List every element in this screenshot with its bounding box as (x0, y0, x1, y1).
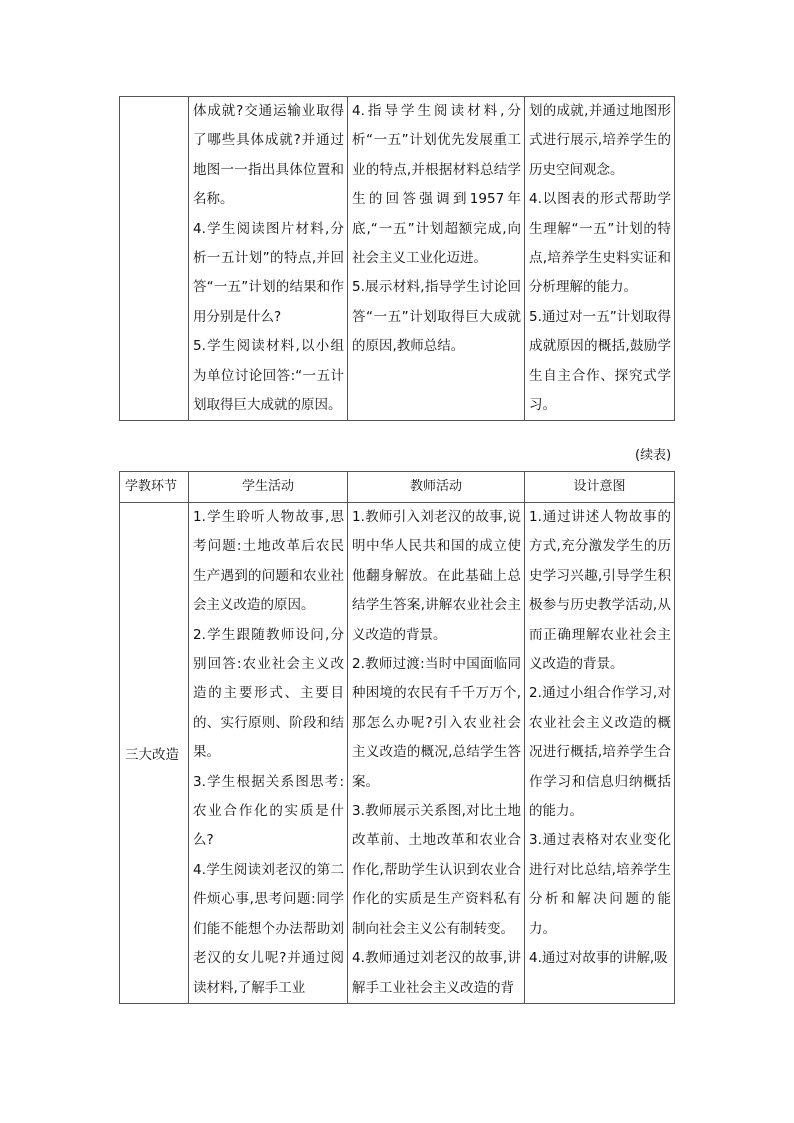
header-row (120, 472, 675, 503)
table-row (120, 503, 675, 1004)
lesson-table-bottom (119, 471, 675, 1004)
lesson-table-top (119, 96, 675, 421)
design-intent-cell: 划的成就,并通过地图形式进行展示,培养学生的历史空间观念。 4.以图表的形式帮助学生理解“一五”计划的特点,培养学生史料实证和分析理解的能力。 5.通过对一五”计划取得成就原因的概括,鼓励学生自主合作、探究式学习。 (525, 97, 675, 421)
header-intent: 设计意图 (525, 472, 675, 503)
header-student: 学生活动 (189, 472, 348, 503)
student-activity-cell: 1.学生聆听人物故事,思考问题:土地改革后农民生产遇到的问题和农业社会主义改造的原因。 2.学生跟随教师设问,分别回答:农业社会主义改造的主要形式、主要目的、实行原则、阶段和结果。 3.学生根据关系图思考:农业合作化的实质是什么? 4.学生阅读刘老汉的第二件烦心事,思考问题:同学们能不能想个办法帮助刘老汉的女儿呢?并通过阅读材料,了解手工业 (189, 503, 348, 1004)
stage-cell: 三大改造 (120, 503, 189, 1004)
teacher-activity-cell: 4.指导学生阅读材料,分析“一五”计划优先发展重工业的特点,并根据材料总结学生的回答强调到1957年底,“一五”计划超额完成,向社会主义工业化迈进。 5.展示材料,指导学生讨论回答“一五”计划取得巨大成就的原因,教师总结。 (348, 97, 525, 421)
header-teacher: 教师活动 (348, 472, 525, 503)
table-row (120, 97, 675, 421)
header-stage: 学教环节 (120, 472, 189, 503)
design-intent-cell: 1.通过讲述人物故事的方式,充分激发学生的历史学习兴趣,引导学生积极参与历史教学活动,从而正确理解农业社会主义改造的背景。 2.通过小组合作学习,对农业社会主义改造的概况进行概括,培养学生合作学习和信息归纳概括的能力。 3.通过表格对农业变化进行对比总结,培养学生分析和解决问题的能力。 4.通过对故事的讲解,吸 (525, 503, 675, 1004)
teacher-activity-cell: 1.教师引入刘老汉的故事,说明中华人民共和国的成立使他翻身解放。在此基础上总结学生答案,讲解农业社会主义改造的背景。 2.教师过渡:当时中国面临同种困境的农民有千千万万个,那怎么办呢?引入农业社会主义改造的概况,总结学生答案。 3.教师展示关系图,对比土地改革前、土地改革和农业合作化,帮助学生认识到农业合作化的实质是生产资料私有制向社会主义公有制转变。 4.教师通过刘老汉的故事,讲解手工业社会主义改造的背 (348, 503, 525, 1004)
continued-label: (续表) (635, 448, 672, 463)
stage-cell (120, 97, 189, 421)
student-activity-cell: 体成就?交通运输业取得了哪些具体成就?并通过地图一一指出具体位置和名称。 4.学生阅读图片材料,分析一五计划”的特点,并回答“一五”计划的结果和作用分别是什么? 5.学生阅读材料,以小组为单位讨论回答:“一五计划取得巨大成就的原因。 (189, 97, 348, 421)
